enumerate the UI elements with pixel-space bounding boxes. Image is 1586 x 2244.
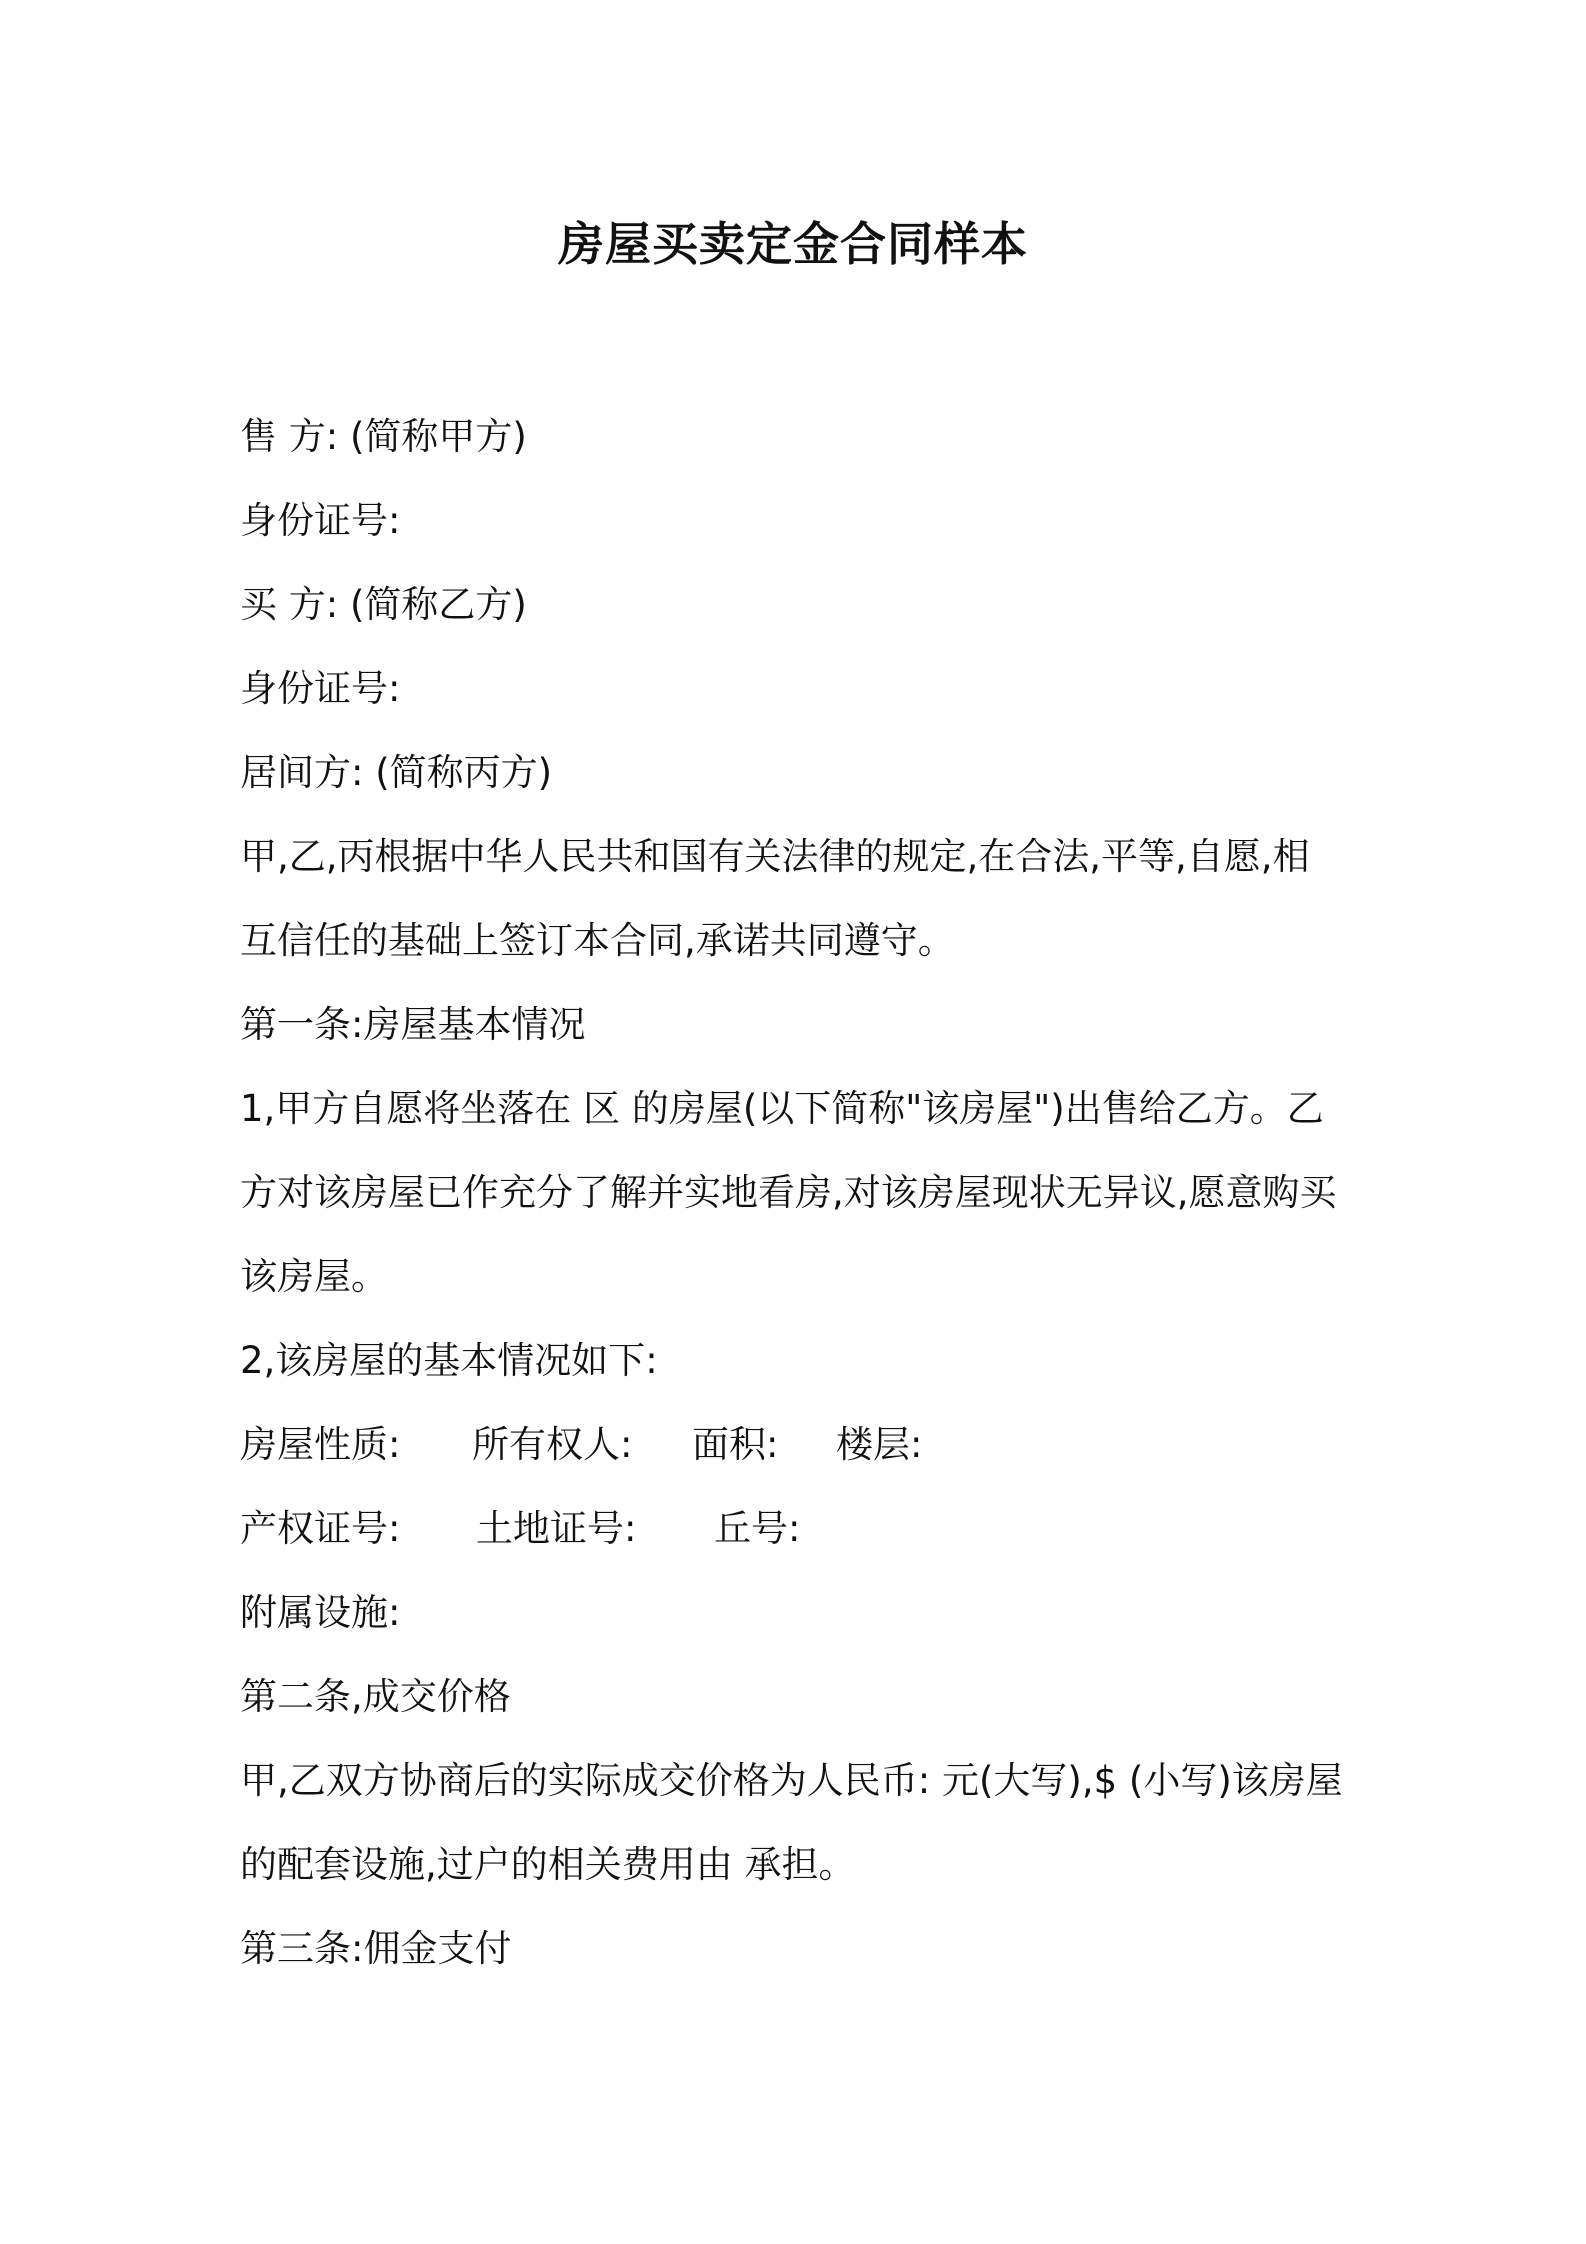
- article-1-paragraph-1-line-1: 1,甲方自愿将坐落在 区 的房屋(以下简称"该房屋")出售给乙方。乙: [240, 1087, 1324, 1130]
- preamble-line-1: 甲,乙,丙根据中华人民共和国有关法律的规定,在合法,平等,自愿,相: [240, 835, 1310, 878]
- article-2-heading: 第二条,成交价格: [240, 1675, 511, 1718]
- owner-label: 所有权人:: [472, 1423, 633, 1466]
- article-1-paragraph-1-line-3: 该房屋。: [240, 1255, 388, 1298]
- lot-number-label: 丘号:: [714, 1507, 801, 1550]
- article-1-paragraph-2: 2,该房屋的基本情况如下:: [240, 1339, 658, 1382]
- preamble-line-2: 互信任的基础上签订本合同,承诺共同遵守。: [240, 919, 955, 962]
- property-type-label: 房屋性质:: [240, 1423, 401, 1466]
- floor-label: 楼层:: [836, 1423, 923, 1466]
- property-fields-row-2: [240, 1502, 800, 1556]
- buyer-line: 买 方: (简称乙方): [240, 583, 527, 626]
- document-title: 房屋买卖定金合同样本: [558, 217, 1028, 271]
- area-label: 面积:: [692, 1423, 779, 1466]
- land-certificate-label: 土地证号:: [476, 1507, 637, 1550]
- article-3-heading: 第三条:佣金支付: [240, 1927, 512, 1970]
- article-1-paragraph-1-line-2: 方对该房屋已作充分了解并实地看房,对该房屋现状无异议,愿意购买: [240, 1171, 1337, 1214]
- property-fields-row-1: [240, 1418, 922, 1472]
- seller-id-line: 身份证号:: [240, 499, 401, 542]
- title-certificate-label: 产权证号:: [240, 1507, 401, 1550]
- article-2-line-1: 甲,乙双方协商后的实际成交价格为人民币: 元(大写),$ (小写)该房屋: [240, 1759, 1343, 1802]
- article-2-line-2: 的配套设施,过户的相关费用由 承担。: [240, 1843, 856, 1886]
- buyer-id-line: 身份证号:: [240, 667, 401, 710]
- article-1-heading: 第一条:房屋基本情况: [240, 1003, 586, 1046]
- agent-line: 居间方: (简称丙方): [240, 751, 553, 794]
- seller-line: 售 方: (简称甲方): [240, 415, 527, 458]
- facilities-line: 附属设施:: [240, 1591, 401, 1634]
